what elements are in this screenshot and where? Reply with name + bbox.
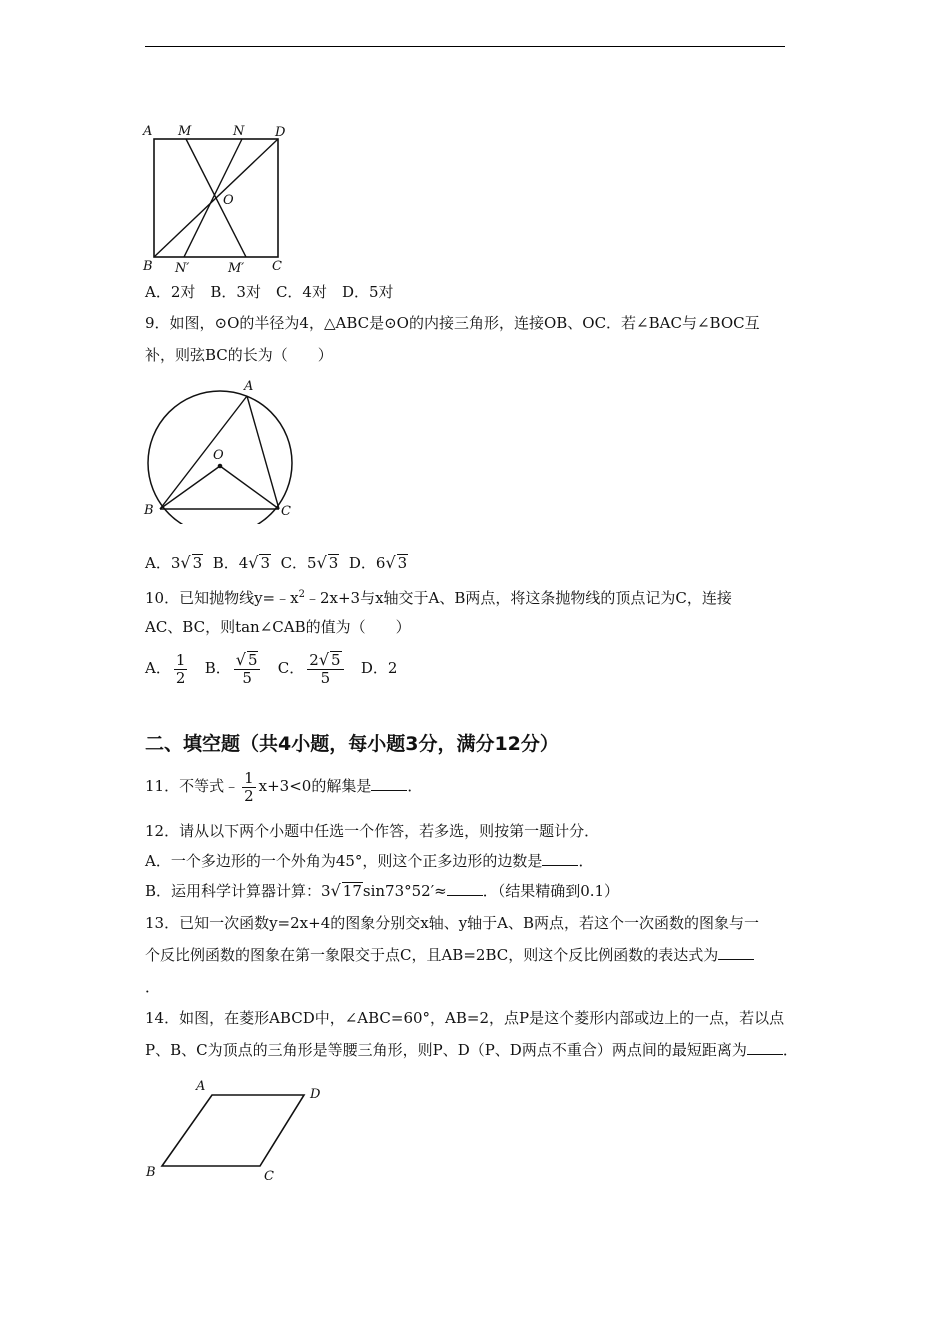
q8-label-a: A (143, 124, 153, 139)
q9-center-dot (218, 464, 223, 469)
q14-line1: 14．如图，在菱形ABCD中，∠ABC=60°，AB=2，点P是这个菱形内部或边上的一点，若以点 (145, 1009, 785, 1027)
q12-line-a: A．一个多边形的一个外角为45°，则这个正多边形的边数是 ． (145, 852, 594, 870)
q8-label-m2: M′ (228, 261, 245, 274)
q8-label-c: C (272, 259, 282, 274)
q8-options: A．2对 B．3对 C．4对 D．5对 (145, 283, 394, 301)
q9-option-c: C．5√ 3 (280, 553, 339, 572)
q14-answer-blank (747, 1040, 783, 1055)
q9-label-o: O (213, 448, 224, 463)
q14-label-b: B (146, 1165, 156, 1180)
q8-label-b: B (143, 259, 153, 274)
q11-answer-blank (371, 776, 407, 791)
q8-figure (140, 122, 290, 274)
q9-side-ac (247, 396, 279, 509)
q14-figure (140, 1074, 330, 1188)
q9-option-d: D．6√ 3 (348, 553, 408, 572)
q14-label-a: A (196, 1079, 206, 1094)
q14-line2: P、B、C为顶点的三角形是等腰三角形，则P、D（P、D两点不重合）两点间的最短距离为 ． (145, 1041, 798, 1059)
header-rule (145, 46, 785, 47)
q9-side-ab (160, 396, 247, 509)
q9-radius-oc (220, 466, 279, 509)
q12-line1: 12．请从以下两个小题中任选一个作答，若多选，则按第一题计分． (145, 822, 600, 840)
q10-option-d: D．2 (360, 659, 398, 677)
q14-rhombus (162, 1095, 304, 1166)
q14-label-c: C (264, 1169, 274, 1184)
section-2-heading: 二、填空题（共4小题，每小题3分，满分12分） (145, 733, 559, 755)
q10-options (145, 646, 397, 690)
q13-line2: 个反比例函数的图象在第一象限交于点C，且AB=2BC，则这个反比例函数的表达式为 (145, 945, 754, 965)
q14-label-d: D (310, 1087, 321, 1102)
q12-line-b: B．运用科学计算器计算：3√ 17sin73°52′≈ ．（结果精确到0.1） (145, 881, 620, 900)
q8-label-n2: N′ (175, 261, 190, 274)
q9-radius-ob (160, 466, 220, 509)
q9-option-b: B．4√ 3 (212, 553, 271, 572)
q10-option-b: B． $\frac{√ 5}{5}$ (205, 659, 264, 677)
q10-option-c: C． $\frac{2√ 5}{5}$ (278, 659, 347, 677)
q8-label-n: N (233, 124, 245, 139)
q12b-answer-blank (447, 881, 483, 896)
q8-line-mm (186, 139, 246, 257)
q9-line1: 9．如图，⊙O的半径为4，△ABC是⊙O的内接三角形，连接OB、OC．若∠BAC与∠BOC互 (145, 314, 760, 332)
q11-line: 11．不等式﹣ $\frac{1}{2}$ x+3<0的解集是 ． (145, 768, 423, 805)
q10-option-a: A． $\frac{1}{2}$ (145, 650, 186, 687)
q9-label-b: B (144, 503, 154, 518)
q8-label-m: M (178, 124, 192, 139)
q9-figure (140, 376, 302, 524)
q10-line1: 10．已知抛物线$y=﹣x^2﹣2x+3$与x轴交于A、B两点，将这条抛物线的顶点记为C，连接 (145, 589, 732, 607)
q13-answer-blank (718, 945, 754, 960)
q9-line2: 补，则弦BC的长为（ ） (145, 346, 333, 364)
q8-label-o: O (223, 193, 234, 208)
q13-line3: ． (145, 978, 161, 996)
q9-option-a: A．3√ 3 (145, 553, 203, 572)
q9-options (145, 553, 408, 573)
q8-label-d: D (275, 125, 286, 140)
q11-fraction: $\frac{1}{2}$ (244, 768, 254, 805)
q12a-answer-blank (542, 851, 578, 866)
q9-label-c: C (281, 504, 291, 519)
q13-line1: 13．已知一次函数y=2x+4的图象分别交x轴、y轴于A、B两点，若这个一次函数的图象与一 (145, 914, 760, 932)
q10-line2: AC、BC，则tan∠CAB的值为（ ） (145, 618, 411, 636)
q9-label-a: A (244, 379, 254, 394)
